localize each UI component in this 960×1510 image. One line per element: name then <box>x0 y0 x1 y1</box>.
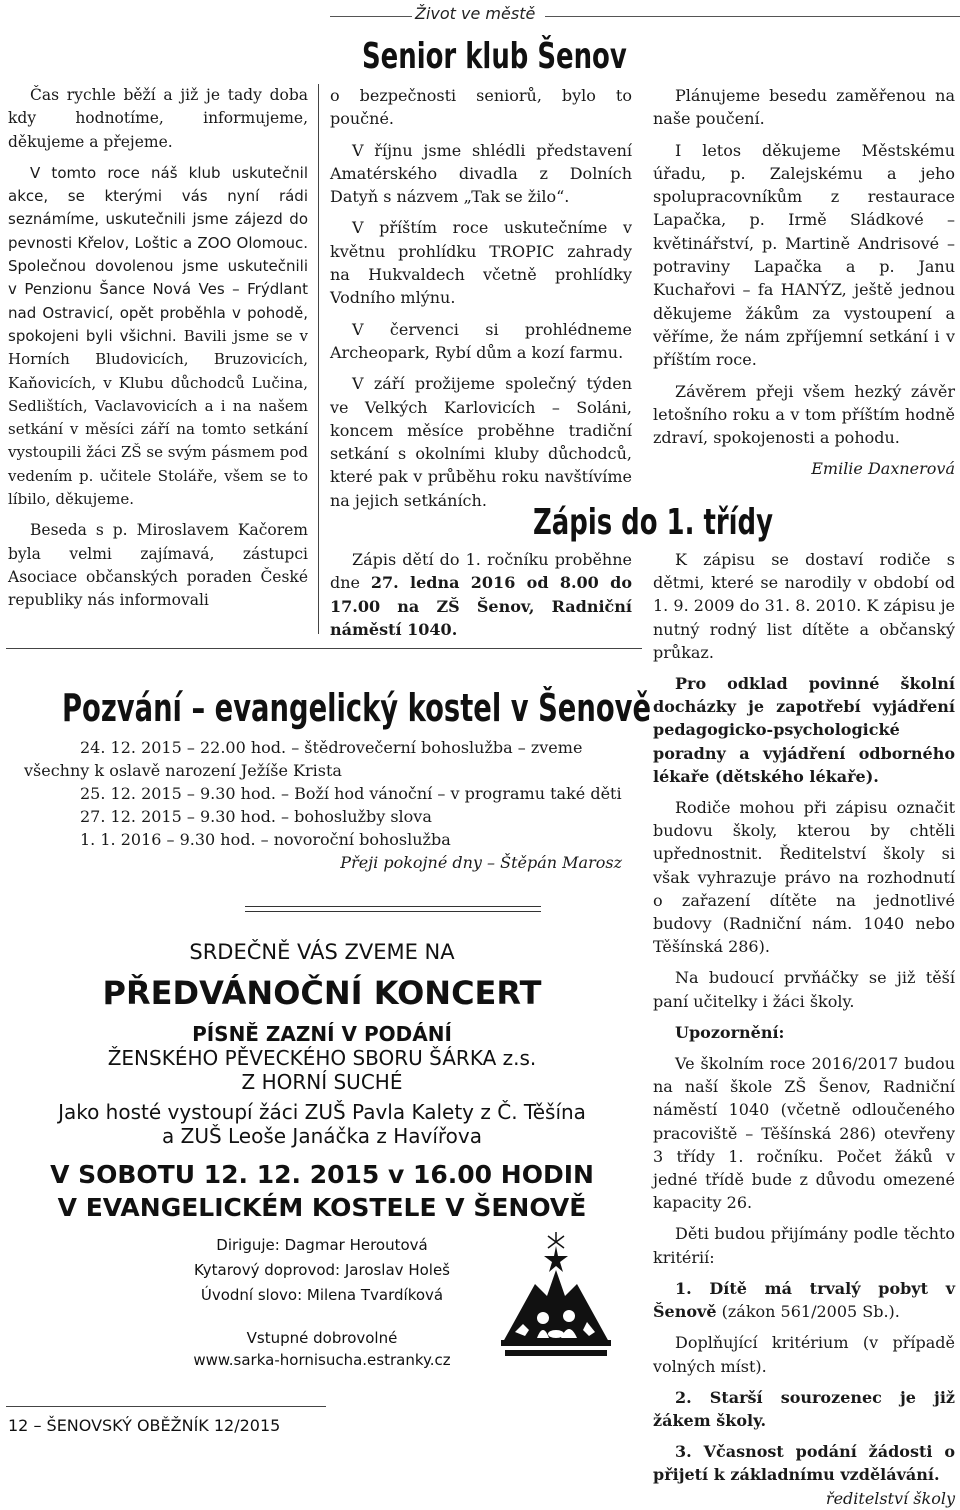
concert-title: PŘEDVÁNOČNÍ KONCERT <box>102 974 542 1012</box>
concert-credit: Úvodní slovo: Milena Tvardíková <box>200 1286 444 1304</box>
concert-line: ŽENSKÉHO PĚVECKÉHO SBORU ŠÁRKA z.s. <box>107 1046 537 1070</box>
section-tag: Život ve městě <box>415 4 536 23</box>
section-divider <box>6 648 642 649</box>
concert-line: PÍSNĚ ZAZNÍ V PODÁNÍ <box>192 1022 452 1046</box>
senior-column-3 <box>653 84 955 489</box>
senior-text: Bavili jsme se v Horních Bludovicích, Bruzovicích, Kaňovicích, v Klubu důchodců Lučina, Sedlištích, Vaclavovicích a i na našem setkání v měsíci září na tomto setkání vystoupili žáci ZŠ se svým pásmem pod vedením p. učitele Stoláře, všem se to líbilo, děkujeme. <box>8 326 308 509</box>
zapis-paragraph: Děti budou přijímány podle těchto kritérií: <box>653 1224 955 1267</box>
zapis-criterion <box>653 1440 955 1508</box>
senior-paragraph: o bezpečnosti seniorů, bylo to poučné. <box>330 86 632 129</box>
senior-text: V tomto roce náš klub uskutečnil akce, se kterými vás nyní rádi seznámíme, uskutečnili jsme zájezd do pevnosti Křelov, Loštic a ZOO Olomouc. Společnou dovolenou jsme uskutečnili v Penzionu Šance Nová Ves – Frýdlant nad Ostravicí, opět proběhla v pohodě, spokojeni byli všichni. <box>8 163 308 345</box>
criterion-2: 2. Starší sourozenec je již žákem školy. <box>653 1387 955 1430</box>
footer-rule <box>6 1406 326 1407</box>
concert-credit: Kytarový doprovod: Jaroslav Holeš <box>194 1261 450 1279</box>
concert-website: www.sarka-hornisucha.estranky.cz <box>193 1351 451 1369</box>
pozvani-heading: Pozvání – evangelický kostel v Šenově <box>62 686 652 730</box>
senior-paragraph: V září prožijeme společný týden ve Velkých Karlovicích – Soláni, koncem měsíce proběhne tradiční setkání s okolními kluby důchodců, které pak v průběhu roku navštívíme na jejich setkáních. <box>330 374 632 510</box>
senior-paragraph: V říjnu jsme shlédli představení Amatérského divadla z Dolních Datyň s názvem „Tak se žilo“. <box>330 140 632 207</box>
zapis-paragraph <box>653 672 955 788</box>
program-line: 24. 12. 2015 – 22.00 hod. – štědrovečerní bohoslužba – zveme všechny k oslavě narození Ježíše Krista <box>24 738 583 780</box>
criterion-3: 3. Včasnost podání žádosti o přijetí k základnímu vzdělávání. <box>653 1442 955 1485</box>
zapis-paragraph <box>653 1021 955 1044</box>
concert-line: Jako hosté vystoupí žáci ZUŠ Pavla Kalety z Č. Těšína <box>58 1100 586 1124</box>
program-line: 27. 12. 2015 – 9.30 hod. – bohoslužby slova <box>80 807 432 826</box>
zapis-paragraph <box>330 548 632 641</box>
senior-paragraph: Závěrem přeji všem hezký závěr letošního roku a v tom příštím hodně zdraví, spokojenosti a pohodu. <box>653 381 955 448</box>
senior-column-1 <box>8 84 308 621</box>
senior-paragraph: I letos děkujeme Městskému úřadu, p. Zalejskému a jeho spolupracovníkům z restaurace Lapačka, p. Irmě Sládkové – květinářství, p. Martině Andrisové – potraviny Lapačka a p. Janu Kuchařovi – fa HANÝZ, ještě jednou děkujeme žákům za vystoupení a věříme, že nám zpříjemní setkání i v příštím roce. <box>653 140 955 370</box>
program-line: 25. 12. 2015 – 9.30 hod. – Boží hod vánoční – v programu také děti <box>80 784 622 803</box>
header-rule-left <box>330 16 412 17</box>
zapis-warning: Upozornění: <box>675 1022 785 1042</box>
senior-paragraph <box>8 162 308 511</box>
criterion-1-rest: (zákon 561/2005 Sb.). <box>716 1302 900 1322</box>
criterion-1: 1. Dítě má trvalý pobyt v Šenově <box>653 1278 955 1322</box>
zapis-paragraph: K zápisu se dostaví rodiče s dětmi, které se narodily v období od 1. 9. 2009 do 31. 8. 2010. K zápisu je nutný rodný list dítěte a občanský průkaz. <box>653 550 955 662</box>
zapis-bold: Pro odklad povinné školní docházky je zapotřebí vyjádření pedagogicko-psychologické poradny a vyjádření odborného lékaře (dětského lékaře). <box>653 674 955 786</box>
double-rule-top <box>245 906 541 907</box>
pozvani-program <box>24 736 622 874</box>
senior-paragraph: V červenci si prohlédneme Archeopark, Rybí dům a kozí farmu. <box>330 319 632 362</box>
zapis-column <box>653 548 955 1510</box>
zapis-paragraph: Na budoucí prvňáčky se již těší paní učitelky i žáci školy. <box>653 968 955 1011</box>
senior-column-2 <box>330 84 632 520</box>
pozvani-signature: Přeji pokojné dny – Štěpán Marosz <box>340 853 622 872</box>
concert-line: Z HORNÍ SUCHÉ <box>241 1070 403 1094</box>
senior-paragraph: Plánujeme besedu zaměřenou na naše poučení. <box>653 86 955 129</box>
senior-paragraph: Beseda s p. Miroslavem Kačorem byla velmi zajímavá, zástupci Asociace občanských poraden České republiky nás informovali <box>8 521 308 610</box>
concert-line: a ZUŠ Leoše Janáčka z Havířova <box>162 1124 482 1148</box>
page-footer: 12 – ŠENOVSKÝ OBĚŽNÍK 12/2015 <box>8 1416 281 1435</box>
zapis-paragraph: Doplňující kritérium (v případě volných míst). <box>653 1333 955 1376</box>
double-rule-bottom <box>245 911 541 912</box>
zapis-paragraph: Ve školním roce 2016/2017 budou na naší škole ZŠ Šenov, Radniční náměstí 1040 (včetně odloučeného pracoviště – Těšínská 286) otevřeny 3 třídy 1. ročníku. Počet žáků v jedné třídě bude z důvodu omezené kapacity 26. <box>653 1054 955 1213</box>
senior-heading: Senior klub Šenov <box>362 36 627 77</box>
zapis-date: 27. ledna 2016 od 8.00 do 17.00 na ZŠ Šenov, Radniční náměstí 1040. <box>330 573 632 639</box>
zapis-heading: Zápis do 1. třídy <box>533 502 773 543</box>
concert-credit: Diriguje: Dagmar Heroutová <box>216 1236 428 1254</box>
concert-date: V SOBOTU 12. 12. 2015 v 16.00 HODIN <box>50 1160 594 1189</box>
program-line: 1. 1. 2016 – 9.30 hod. – novoroční bohoslužba <box>80 830 451 849</box>
concert-line: SRDEČNĚ VÁS ZVEME NA <box>189 940 455 964</box>
column-divider <box>318 84 319 634</box>
header-rule-right <box>545 16 960 17</box>
concert-entry: Vstupné dobrovolné <box>246 1329 398 1347</box>
concert-venue: V EVANGELICKÉM KOSTELE V ŠENOVĚ <box>57 1193 587 1222</box>
zapis-signature: ředitelství školy <box>825 1488 955 1508</box>
senior-paragraph: Čas rychle běží a již je tady doba kdy hodnotíme, informujeme, děkujeme a přejeme. <box>8 86 308 151</box>
senior-signature: Emilie Daxnerová <box>811 459 955 479</box>
zapis-text: Zápis dětí do 1. ročníku proběhne dne <box>330 550 632 593</box>
nativity-scene-icon <box>495 1232 617 1360</box>
senior-paragraph: V příštím roce uskutečníme v květnu prohlídku TROPIC zahrady na Hukvaldech včetně prohlídky Vodního mlýnu. <box>330 218 632 308</box>
zapis-criterion <box>653 1277 955 1323</box>
zapis-intro <box>330 548 632 649</box>
zapis-paragraph: Rodiče mohou při zápisu označit budovu školy, kterou by chtěli upřednostnit. Ředitelství školy si však vyhrazuje právo na rozhodnutí o zařazení dítěte na jednotlivé budovy (Radniční nám. 1040 nebo Těšínská 286). <box>653 798 955 957</box>
zapis-criterion <box>653 1386 955 1432</box>
